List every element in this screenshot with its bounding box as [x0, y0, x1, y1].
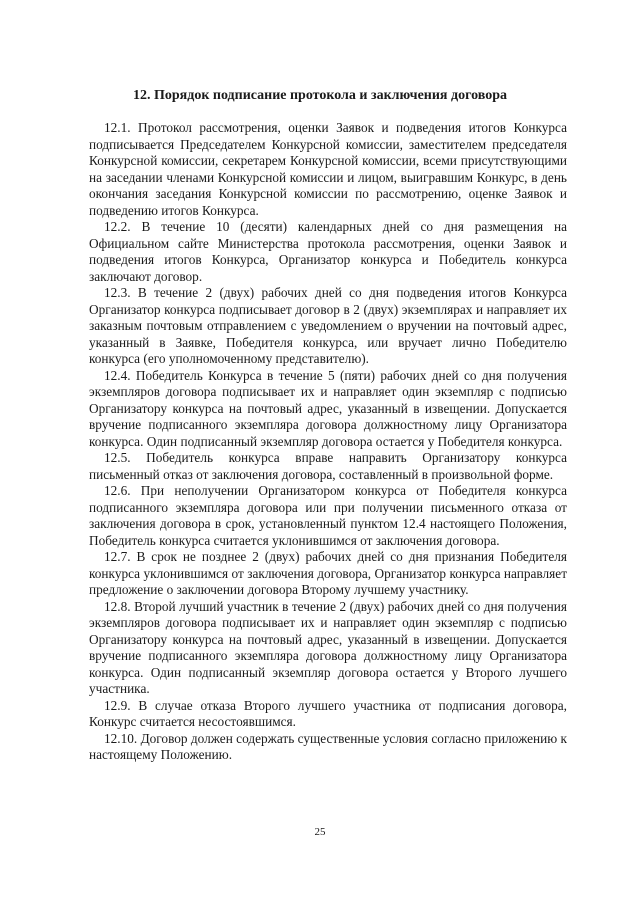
paragraph-12-10: 12.10. Договор должен содержать существенные условия согласно приложению к настоящему Положению. — [89, 730, 567, 762]
paragraph-12-7: 12.7. В срок не позднее 2 (двух) рабочих дней со дня признания Победителя конкурса уклонившимся от заключения договора, Организатор конкурса направляет предложение о заключении договора Второму лучшему участнику. — [89, 549, 567, 597]
paragraph-12-2: 12.2. В течение 10 (десяти) календарных дней со дня размещения на Официальном сайте Министерства протокола рассмотрения, оценки Заявок и подведения итогов Конкурса, Организатор конкурса и Победитель конкурса заключают договор. — [89, 219, 567, 284]
paragraph-12-8: 12.8. Второй лучший участник в течение 2 (двух) рабочих дней со дня получения экземпляров договора подписывает их и направляет один экземпляр с подписью Организатору конкурса на почтовый адрес, указанный в извещении. Допускается вручение подписанного экземпляра договора должностному лицу Организатора конкурса. Один подписанный экземпляр договора остается у Второго лучшего участника. — [89, 598, 567, 696]
paragraph-12-9: 12.9. В случае отказа Второго лучшего участника от подписания договора, Конкурс считается несостоявшимся. — [89, 697, 567, 729]
paragraph-12-4: 12.4. Победитель Конкурса в течение 5 (пяти) рабочих дней со дня получения экземпляров договора подписывает их и направляет один экземпляр с подписью Организатору конкурса на почтовый адрес, указанный в извещении. Допускается вручение подписанного экземпляра договора должностному лицу Организатора конкурса. Один подписанный экземпляр договора остается у Победителя конкурса. — [89, 367, 567, 449]
section-body — [89, 120, 567, 764]
paragraph-12-6: 12.6. При неполучении Организатором конкурса от Победителя конкурса подписанного экземпляра договора или при получении письменного отказа от заключения договора в срок, установленный пунктом 12.4 настоящего Положения, Победитель конкурса считается уклонившимся от заключения договора. — [89, 483, 567, 548]
section-heading: 12. Порядок подписание протокола и заключения договора — [132, 88, 507, 103]
paragraph-12-1: 12.1. Протокол рассмотрения, оценки Заявок и подведения итогов Конкурса подписывается Председателем Конкурсной комиссии, заместителем председателя Конкурсной комиссии, секретарем Конкурсной комиссии, всеми присутствующими на заседании членами Конкурсной комиссии и лицом, выигравшим Конкурс, в день окончания заседания Конкурсной комиссии по рассмотрению, оценке Заявок и подведению итогов Конкурса. — [89, 120, 567, 218]
paragraph-12-3: 12.3. В течение 2 (двух) рабочих дней со дня подведения итогов Конкурса Организатор конкурса подписывает договор в 2 (двух) экземплярах и направляет их заказным почтовым отправлением с уведомлением о вручении на почтовый адрес, указанный в Заявке, Победителя конкурса, или вручает лично Победителю конкурса (его уполномоченному представителю). — [89, 285, 567, 366]
page-number: 25 — [314, 826, 326, 838]
paragraph-12-5: 12.5. Победитель конкурса вправе направить Организатору конкурса письменный отказ от заключения договора, составленный в произвольной форме. — [89, 450, 567, 482]
